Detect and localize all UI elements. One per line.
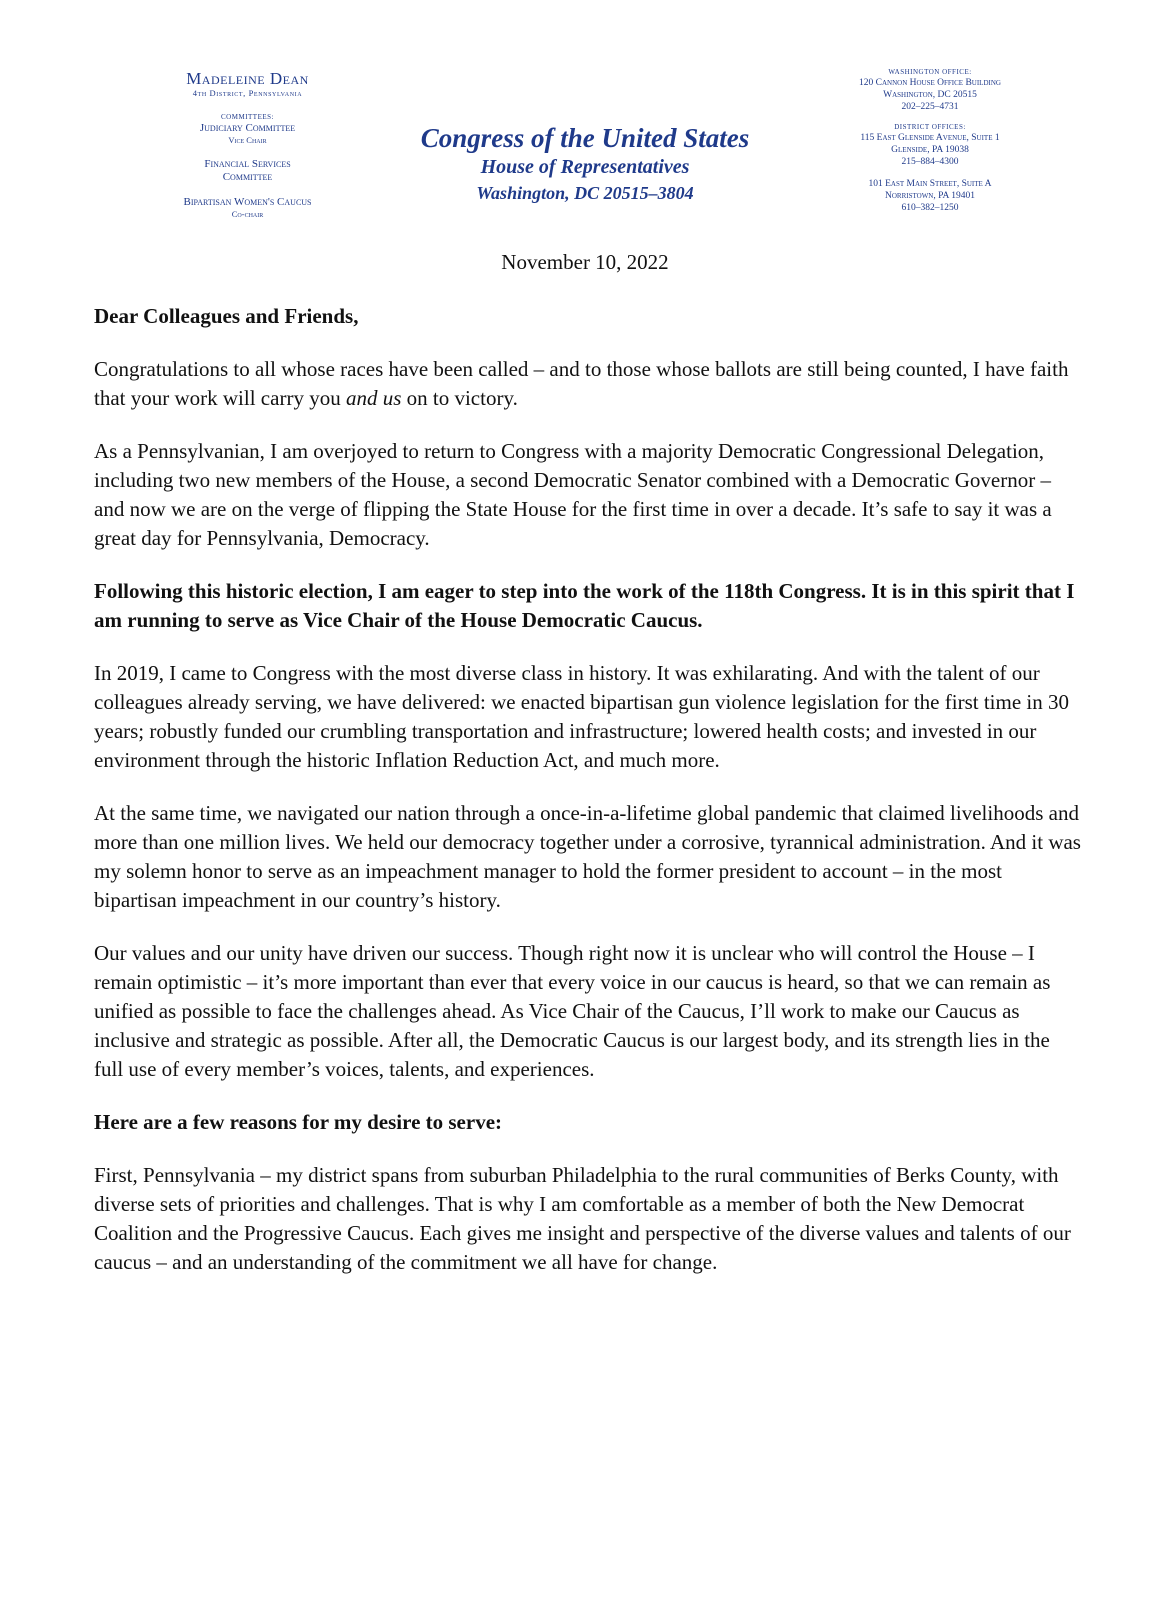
district-office-glenside [830, 123, 1030, 168]
office-phone: 215–884–4300 [901, 157, 959, 167]
committee-name: Financial Services [204, 158, 291, 170]
office-city: Norristown, PA 19401 [885, 191, 975, 201]
letterhead [0, 0, 1170, 250]
emphasis-text: and us [345, 386, 402, 410]
committee-role: Vice Chair [228, 135, 267, 145]
letterhead-congress-title [395, 122, 775, 206]
paragraph-pennsylvania: As a Pennsylvanian, I am overjoyed to return to Congress with a majority Democratic Congressional Delegation, including two new members of the House, a second Democratic Senator combined with a Democratic Governor – and now we are on the verge of flipping the State House for the first time in over a decade. It’s safe to say it was a great day for Pennsylvania, Democracy. [94, 439, 1052, 550]
office-city: Glenside, PA 19038 [891, 145, 969, 155]
congress-title: Congress of the United States [420, 123, 750, 153]
member-name: Madeleine Dean [186, 69, 309, 88]
committee-name: Judiciary Committee [199, 122, 296, 134]
reasons-heading: Here are a few reasons for my desire to serve: [94, 1110, 503, 1134]
salutation: Dear Colleagues and Friends, [94, 304, 359, 328]
paragraph-2019: In 2019, I came to Congress with the most diverse class in history. It was exhilarating. And with the talent of our colleagues already serving, we have delivered: we enacted bipartisan gun violence legislation for the first time in 30 years; robustly funded our crumbling transportation and infrastructure; lowered health costs; and invested in our environment through the historic Inflation Reduction Act, and much more. [94, 661, 1069, 772]
paragraph-text: Congratulations to all whose races have been called – and to those whose ballots are still being counted, I have faith that your work will carry you [94, 357, 1069, 410]
washington-office [830, 68, 1030, 113]
paragraph-first-reason: First, Pennsylvania – my district spans from suburban Philadelphia to the rural communities of Berks County, with diverse sets of priorities and challenges. That is why I am comfortable as a member of both the New Democrat Coalition and the Progressive Caucus. Each gives me insight and perspective of the diverse values and talents of our caucus – and an understanding of the commitment we all have for change. [94, 1163, 1071, 1274]
office-city: Washington, DC 20515 [883, 90, 977, 100]
office-address: 115 East Glenside Avenue, Suite 1 [860, 133, 1000, 143]
office-heading: DISTRICT OFFICES: [894, 123, 966, 131]
committee-name-cont: Committee [222, 171, 273, 183]
member-district: 4th District, Pennsylvania [192, 88, 303, 98]
letter-date: November 10, 2022 [501, 250, 669, 274]
paragraph-announcement: Following this historic election, I am eager to step into the work of the 118th Congress. It is in this spirit that I am running to serve as Vice Chair of the House Democratic Caucus. [94, 579, 1075, 632]
letter-body [94, 302, 1084, 1301]
committees-heading: COMMITTEES: [221, 113, 274, 121]
committee-role: Co-chair [231, 209, 264, 219]
office-phone: 610–382–1250 [901, 203, 959, 213]
paragraph-pandemic: At the same time, we navigated our nation through a once-in-a-lifetime global pandemic that claimed livelihoods and more than one million lives. We held our democracy together under a corrosive, tyrannical administration. And it was my solemn honor to serve as an impeachment manager to hold the former president to account – in the most bipartisan impeachment in our country’s history. [94, 801, 1081, 912]
paragraph-text-end: on to victory. [401, 386, 518, 410]
office-heading: WASHINGTON OFFICE: [888, 68, 972, 76]
letterhead-member-info [140, 70, 355, 232]
committee-financial-services [140, 158, 355, 184]
office-address: 101 East Main Street, Suite A [868, 179, 992, 189]
congress-address: Washington, DC 20515–3804 [476, 183, 694, 203]
committee-name: Bipartisan Women's Caucus [183, 196, 312, 208]
office-phone: 202–225–4731 [901, 102, 959, 112]
paragraph-congratulations [94, 355, 1084, 413]
committee-judiciary [140, 122, 355, 146]
office-address: 120 Cannon House Office Building [859, 78, 1001, 88]
district-office-norristown [830, 178, 1030, 214]
letterhead-offices [830, 68, 1030, 224]
committee-womens-caucus [140, 196, 355, 220]
house-title: House of Representatives [480, 156, 690, 178]
paragraph-values: Our values and our unity have driven our success. Though right now it is unclear who will control the House – I remain optimistic – it’s more important than ever that every voice in our caucus is heard, so that we can remain as unified as possible to face the challenges ahead. As Vice Chair of the Caucus, I’ll work to make our Caucus as inclusive and strategic as possible. After all, the Democratic Caucus is our largest body, and its strength lies in the full use of every member’s voices, talents, and experiences. [94, 941, 1051, 1081]
